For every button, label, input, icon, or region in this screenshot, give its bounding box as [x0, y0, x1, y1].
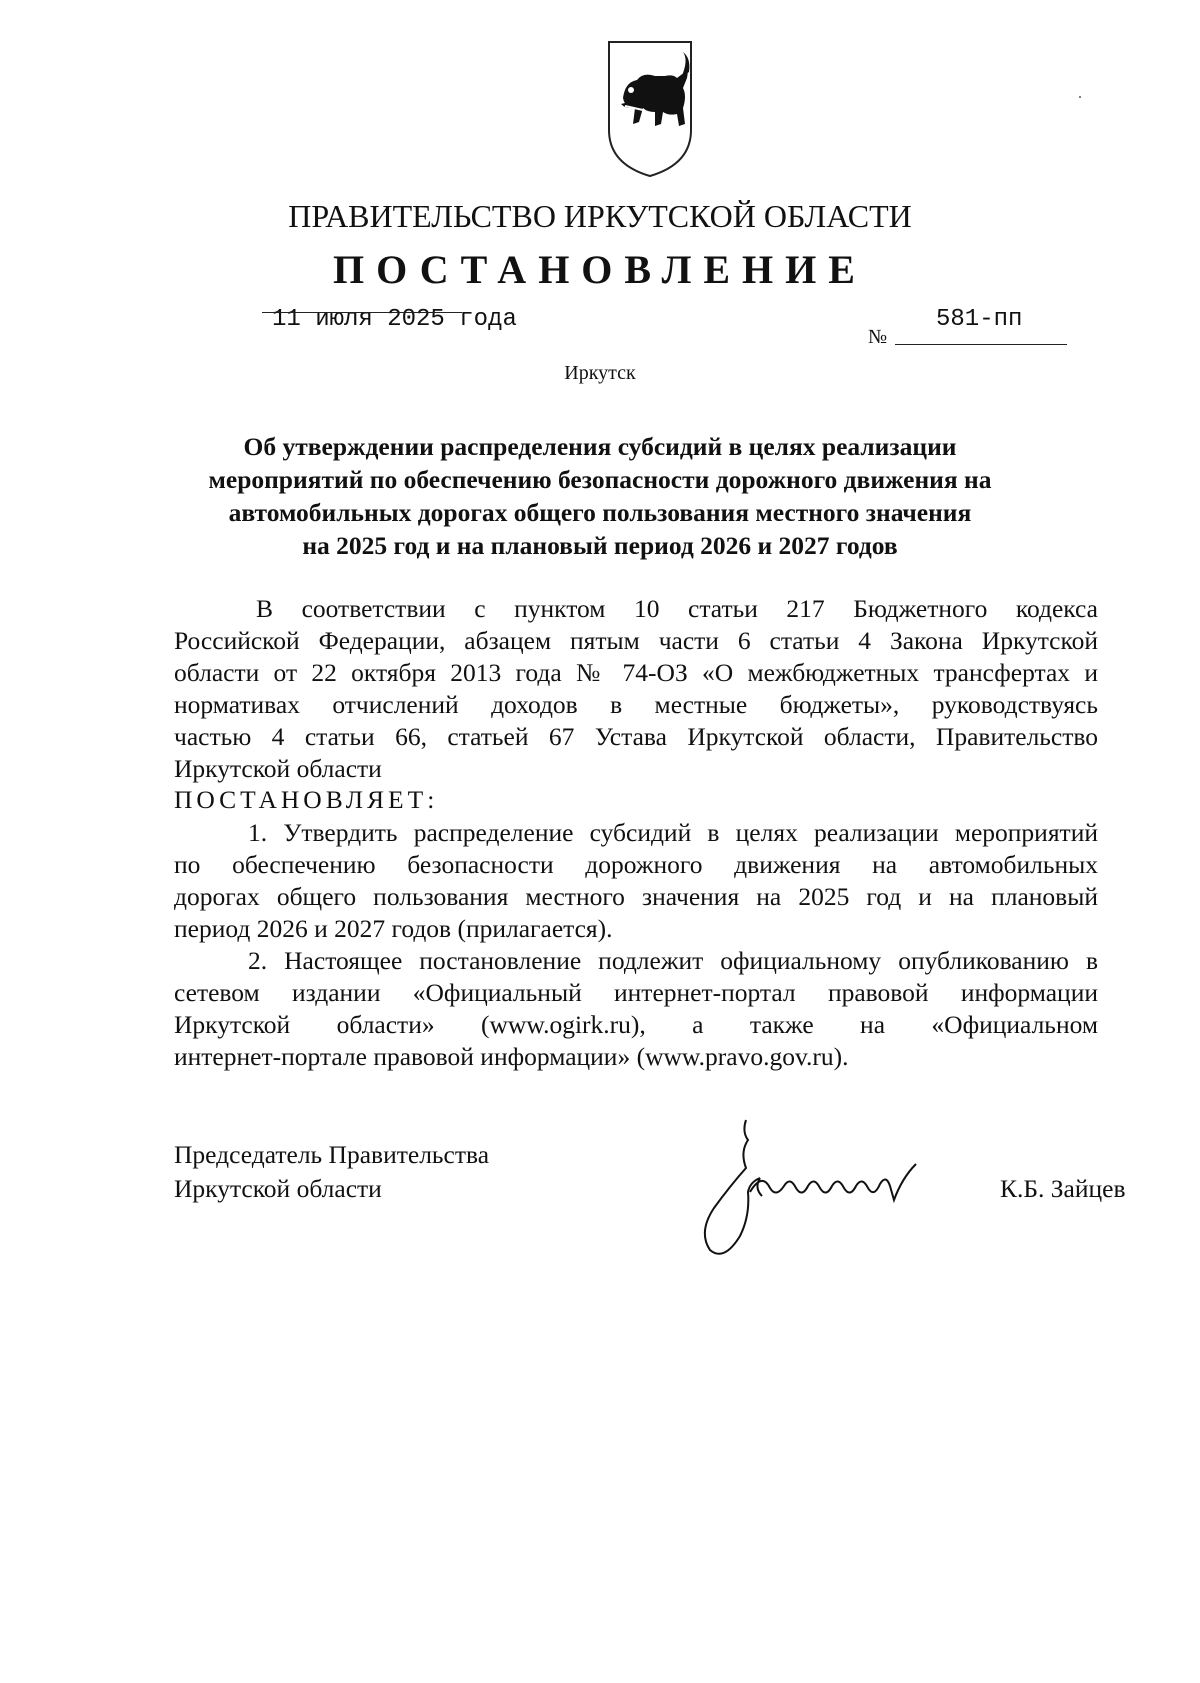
- position-line: Председатель Правительства: [174, 1140, 490, 1169]
- subject-line: автомобильных дорогах общего пользования местного значения: [228, 498, 972, 527]
- item-line: дорогах общего пользования местного значения на 2025 год и на плановый: [174, 882, 1098, 911]
- item-line: интернет-портале правовой информации» (www.pravo.gov.ru).: [174, 1042, 849, 1071]
- item-line: Иркутской области» (www.ogirk.ru), а также на «Официальном: [174, 1010, 1098, 1039]
- document-type: ПОСТАНОВЛЕНИЕ: [333, 247, 867, 292]
- city: Иркутск: [564, 362, 636, 384]
- document-date: 11 июля 2025 года: [272, 306, 517, 333]
- position-line: Иркутской области: [174, 1174, 382, 1203]
- scan-speck: [1079, 96, 1081, 98]
- subject-line: мероприятий по обеспечению безопасности дорожного движения на: [208, 465, 992, 494]
- item-line: по обеспечению безопасности дорожного движения на автомобильных: [174, 850, 1098, 879]
- preamble-line: нормативах отчислений доходов в местные бюджеты», руководствуясь: [174, 690, 1098, 719]
- document-number: 581-пп: [936, 306, 1023, 333]
- preamble-line: Российской Федерации, абзацем пятым части 6 статьи 4 Закона Иркутской: [174, 626, 1098, 655]
- preamble-line: частью 4 статьи 66, статьей 67 Устава Иркутской области, Правительство: [174, 722, 1098, 751]
- item-line: сетевом издании «Официальный интернет-портал правовой информации: [174, 978, 1098, 1007]
- item-line: 1. Утвердить распределение субсидий в целях реализации мероприятий: [248, 818, 1098, 847]
- number-underline: [895, 344, 1067, 345]
- item-line: 2. Настоящее постановление подлежит официальному опубликованию в: [248, 946, 1098, 975]
- item-line: период 2026 и 2027 годов (прилагается).: [174, 914, 613, 943]
- document-subject: [190, 430, 1010, 562]
- signatory-name: К.Б. Зайцев: [1000, 1174, 1126, 1203]
- subject-line: Об утверждении распределения субсидий в целях реализации: [243, 432, 957, 461]
- decree-items: [174, 817, 1098, 1073]
- preamble-line: области от 22 октября 2013 года № 74-ОЗ «О межбюджетных трансфертах и: [174, 658, 1098, 687]
- signature-icon: [690, 1112, 960, 1272]
- signatory-position: [174, 1138, 489, 1206]
- decree-word: ПОСТАНОВЛЯЕТ:: [174, 785, 439, 814]
- subject-line: на 2025 год и на плановый период 2026 и 2027 годов: [302, 531, 898, 560]
- preamble-line: Иркутской области: [174, 754, 382, 783]
- preamble-line: В соответствии с пунктом 10 статьи 217 Бюджетного кодекса: [256, 594, 1098, 623]
- preamble: [174, 593, 1098, 785]
- date-underline: [262, 312, 462, 313]
- number-sign: №: [868, 326, 888, 348]
- coat-of-arms-icon: [603, 38, 697, 180]
- government-title: ПРАВИТЕЛЬСТВО ИРКУТСКОЙ ОБЛАСТИ: [288, 198, 912, 234]
